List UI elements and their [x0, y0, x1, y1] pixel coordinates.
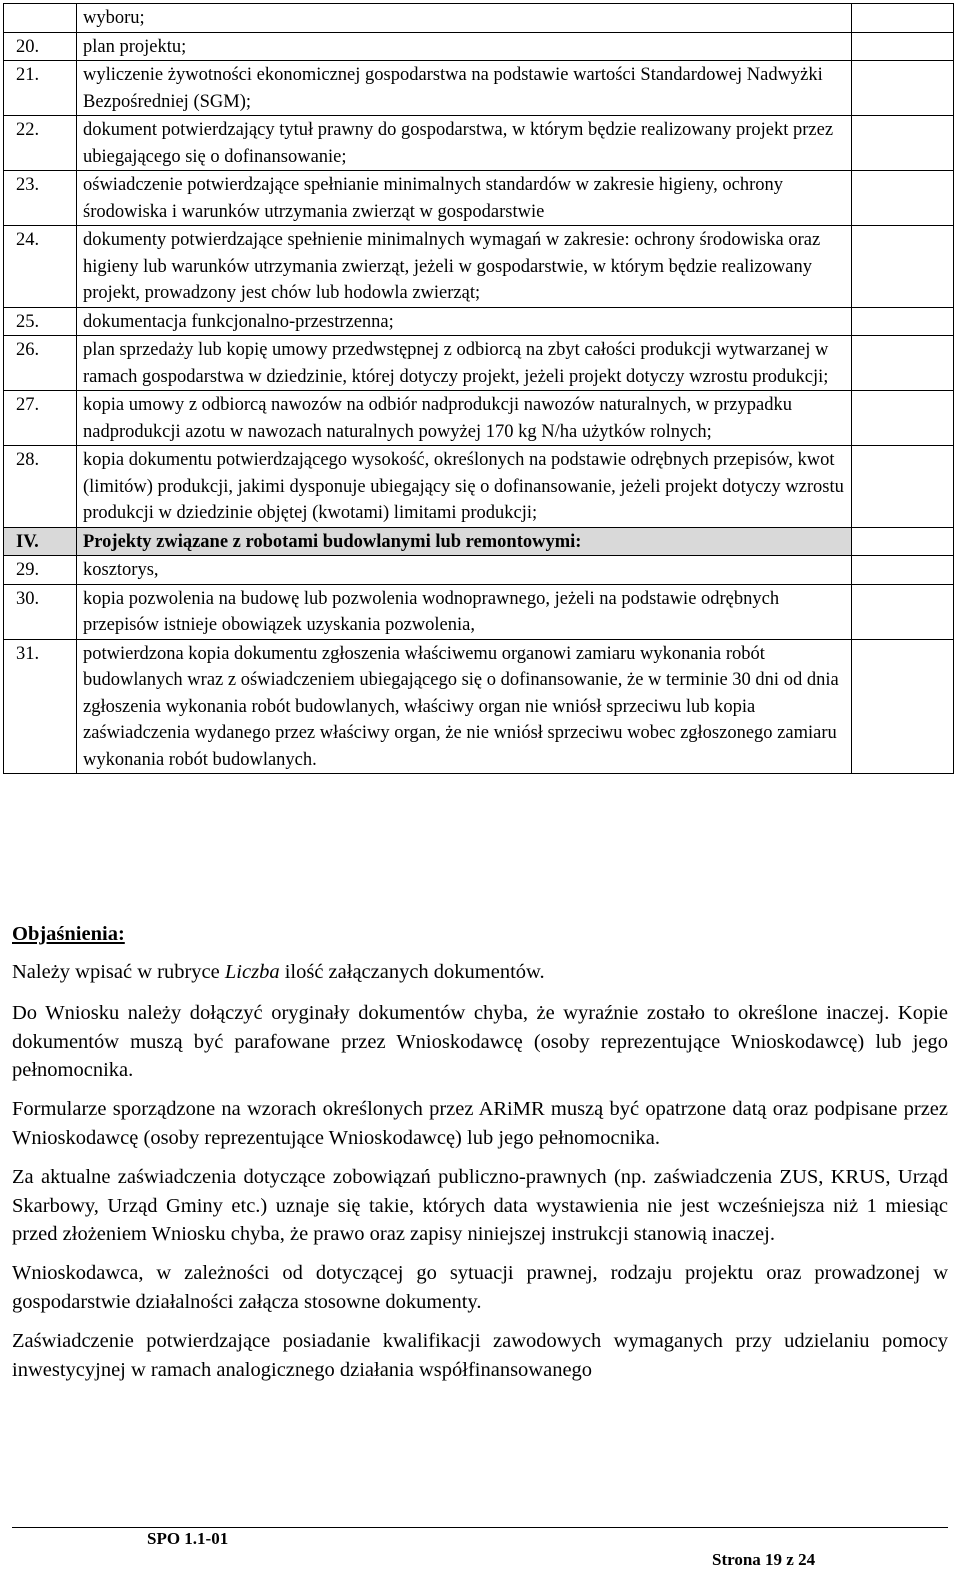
table-row — [4, 584, 954, 639]
table-row — [4, 61, 954, 116]
count-cell[interactable] — [852, 639, 954, 774]
note-paragraph-4: Za aktualne zaświadczenia dotyczące zobowiązań publiczno-prawnych (np. zaświadczenia ZUS, KRUS, Urząd Skarbowy, Urząd Gminy etc.) uznaje się takie, których data wystawienia nie jest wcześniejsza niż 1 miesiąc przed złożeniem Wniosku chyba, że prawo oraz zapisy niniejszej instrukcji stanowią inaczej. — [12, 1165, 948, 1246]
item-number: 22. — [4, 116, 77, 171]
count-cell[interactable] — [852, 391, 954, 446]
table-row — [4, 556, 954, 585]
item-description: kopia pozwolenia na budowę lub pozwolenia wodnoprawnego, jeżeli na podstawie odrębnych przepisów istnieje obowiązek uzyskania pozwolenia, — [77, 584, 852, 639]
item-number: 25. — [4, 307, 77, 336]
item-number: 29. — [4, 556, 77, 585]
count-cell[interactable] — [852, 116, 954, 171]
item-number: 24. — [4, 226, 77, 308]
note-paragraph-3: Formularze sporządzone na wzorach określonych przez ARiMR muszą być opatrzone datą oraz podpisane przez Wnioskodawcę (osoby reprezentujące Wnioskodawcę) lub jego pełnomocnika. — [12, 1098, 948, 1149]
item-number: 31. — [4, 639, 77, 774]
attachments-table — [3, 3, 954, 774]
table-row — [4, 226, 954, 308]
item-number: 26. — [4, 336, 77, 391]
count-cell[interactable] — [852, 584, 954, 639]
section-header-row — [4, 527, 954, 556]
table-row — [4, 171, 954, 226]
table-row — [4, 391, 954, 446]
item-description: kopia umowy z odbiorcą nawozów na odbiór nadprodukcji nawozów naturalnych, w przypadku nadprodukcji azotu w nawozach naturalnych powyżej 170 kg N/ha użytków rolnych; — [77, 391, 852, 446]
note-paragraph-1: Należy wpisać w rubryce Liczba ilość załączanych dokumentów. — [12, 961, 545, 983]
count-cell[interactable] — [852, 171, 954, 226]
item-number: 30. — [4, 584, 77, 639]
footer-form-code: SPO 1.1-01 — [147, 1529, 229, 1548]
table-row — [4, 32, 954, 61]
footer-page-number: Strona 19 z 24 — [712, 1550, 816, 1569]
count-cell[interactable] — [852, 336, 954, 391]
item-number: 20. — [4, 32, 77, 61]
note-paragraph-2: Do Wniosku należy dołączyć oryginały dokumentów chyba, że wyraźnie zostało to określone inaczej. Kopie dokumentów muszą być parafowane przez Wnioskodawcę (osoby reprezentujące Wnioskodawcę) lub jego pełnomocnika. — [12, 1001, 948, 1082]
item-description: plan projektu; — [77, 32, 852, 61]
footer-divider — [12, 1527, 948, 1528]
item-description: plan sprzedaży lub kopię umowy przedwstępnej z odbiorcą na zbyt całości produkcji wytwarzanej w ramach gospodarstwa w dziedzinie, której dotyczy projekt, jeżeli projekt dotyczy wzrostu produkcji; — [77, 336, 852, 391]
item-number: IV. — [4, 527, 77, 556]
item-number: 21. — [4, 61, 77, 116]
explanations-heading: Objaśnienia: — [12, 923, 125, 945]
table-row — [4, 4, 954, 33]
count-cell[interactable] — [852, 527, 954, 556]
item-description: kopia dokumentu potwierdzającego wysokość, określonych na podstawie odrębnych przepisów, kwot (limitów) produkcji, jakimi dysponuje ubiegający się o dofinansowanie, jeżeli projekt dotyczy wzrostu produkcji w dziedzinie objętej (kwotami) limitami produkcji; — [77, 446, 852, 528]
table-row — [4, 446, 954, 528]
table-row — [4, 307, 954, 336]
count-cell[interactable] — [852, 32, 954, 61]
note-paragraph-6: Zaświadczenie potwierdzające posiadanie kwalifikacji zawodowych wymaganych przy udzielaniu pomocy inwestycyjnej w ramach analogicznego działania współfinansowanego — [12, 1329, 948, 1381]
item-number: 27. — [4, 391, 77, 446]
item-description: dokumenty potwierdzające spełnienie minimalnych wymagań w zakresie: ochrony środowiska oraz higieny lub warunków utrzymania zwierząt, jeżeli w gospodarstwie, w którym będzie realizowany projekt, prowadzony jest chów lub hodowla zwierząt; — [77, 226, 852, 308]
count-cell[interactable] — [852, 446, 954, 528]
item-description: wyboru; — [77, 4, 852, 33]
item-description: dokument potwierdzający tytuł prawny do gospodarstwa, w którym będzie realizowany projekt przez ubiegającego się o dofinansowanie; — [77, 116, 852, 171]
item-description: potwierdzona kopia dokumentu zgłoszenia właściwemu organowi zamiaru wykonania robót budowlanych wraz z oświadczeniem ubiegającego się o dofinansowanie, że w terminie 30 dni od dnia zgłoszenia wykonania robót budowlanych, właściwy organ nie wniósł sprzeciwu lub kopia zaświadczenia wydanego przez właściwy organ, że nie wniósł sprzeciwu wobec zgłoszonego zamiaru wykonania robót budowlanych. — [77, 639, 852, 774]
table-row — [4, 116, 954, 171]
count-cell[interactable] — [852, 556, 954, 585]
item-description: kosztorys, — [77, 556, 852, 585]
count-cell[interactable] — [852, 307, 954, 336]
note-paragraph-5: Wnioskodawca, w zależności od dotyczącej go sytuacji prawnej, rodzaju projektu oraz prowadzonej w gospodarstwie działalności załącza stosowne dokumenty. — [12, 1262, 948, 1313]
item-description: dokumentacja funkcjonalno-przestrzenna; — [77, 307, 852, 336]
count-cell[interactable] — [852, 226, 954, 308]
table-row — [4, 336, 954, 391]
count-cell[interactable] — [852, 61, 954, 116]
explanations-section — [12, 920, 948, 1394]
table-row — [4, 639, 954, 774]
count-cell[interactable] — [852, 4, 954, 33]
item-number: 28. — [4, 446, 77, 528]
item-number: 23. — [4, 171, 77, 226]
item-description: oświadczenie potwierdzające spełnianie minimalnych standardów w zakresie higieny, ochrony środowiska i warunków utrzymania zwierząt w gospodarstwie — [77, 171, 852, 226]
item-number — [4, 4, 77, 33]
item-description: wyliczenie żywotności ekonomicznej gospodarstwa na podstawie wartości Standardowej Nadwyżki Bezpośredniej (SGM); — [77, 61, 852, 116]
item-description: Projekty związane z robotami budowlanymi lub remontowymi: — [77, 527, 852, 556]
